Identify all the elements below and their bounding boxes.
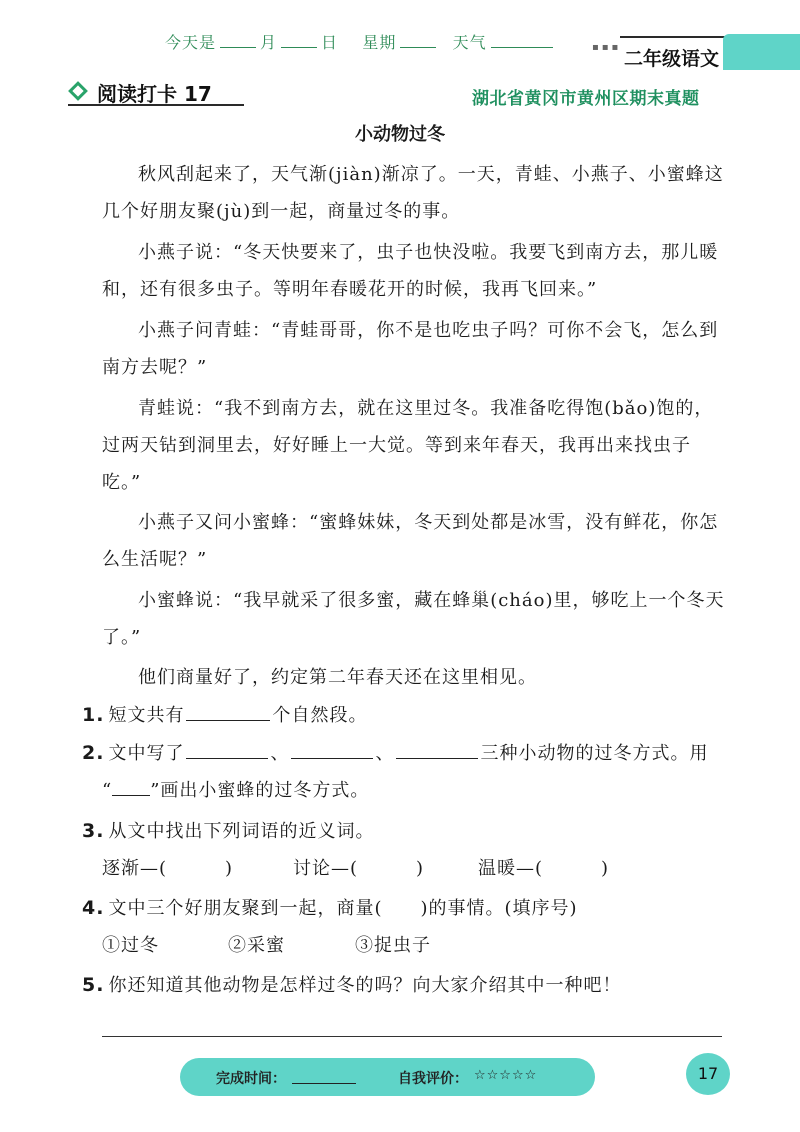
completion-time-label: 完成时间： — [216, 1071, 286, 1087]
grade-tab — [723, 34, 800, 70]
grade-label: 二年级语文 — [624, 48, 720, 70]
self-evaluation-label: 自我评价： — [398, 1071, 468, 1087]
q1-answer-blank[interactable] — [186, 703, 270, 721]
q2-open-quote: “ — [102, 780, 113, 801]
q2-suffix: 三种小动物的过冬方式。用 — [480, 743, 709, 764]
q1-suffix: 个自然段。 — [272, 705, 368, 726]
question-2 — [82, 738, 708, 769]
story-title: 小动物过冬 — [355, 124, 445, 145]
question-number: 1. — [82, 704, 105, 726]
weekday-blank[interactable] — [400, 34, 436, 48]
q4-suffix: )的事情。(填序号) — [420, 898, 578, 919]
q2-answer-blank-3[interactable] — [396, 741, 478, 759]
page-number: 17 — [697, 1064, 719, 1083]
q3-word-label: 逐渐—( — [102, 858, 168, 879]
q4-option[interactable]: ①过冬 — [102, 935, 159, 956]
q2-sep-2: 、 — [375, 743, 395, 764]
date-day-label: 日 — [321, 33, 339, 52]
story-paragraph: 他们商量好了，约定第二年春天还在这里相见。 — [138, 667, 537, 688]
question-number: 5. — [82, 974, 105, 996]
story-paragraph: 小燕子又问小蜜蜂：“蜜蜂妹妹，冬天到处都是冰雪，没有鲜花，你怎么生活呢？” — [102, 512, 719, 570]
q2-underline-sample — [112, 778, 150, 796]
date-today-label: 今天是 — [165, 33, 217, 52]
q3-word-label: 温暖—( — [478, 858, 544, 879]
question-number: 4. — [82, 897, 105, 919]
q3-close-paren: ) — [601, 858, 610, 879]
q5-answer-line[interactable] — [102, 1036, 722, 1037]
story-paragraph: 秋风刮起来了，天气渐(jiàn)渐凉了。一天，青蛙、小燕子、小蜜蜂这几个好朋友聚(jù)到一起，商量过冬的事。 — [102, 164, 724, 222]
q3-text: 从文中找出下列词语的近义词。 — [108, 821, 375, 842]
question-3 — [82, 816, 374, 847]
q4-option[interactable]: ③捉虫子 — [355, 935, 431, 956]
story-paragraph: 小蜜蜂说：“我早就采了很多蜜，藏在蜂巢(cháo)里，够吃上一个冬天了。” — [102, 590, 725, 648]
question-2-line-2 — [102, 776, 369, 806]
q4-option[interactable]: ②采蜜 — [228, 935, 285, 956]
question-number: 2. — [82, 742, 105, 764]
rating-stars[interactable]: ☆☆☆☆☆ — [474, 1068, 538, 1083]
q2-prefix: 文中写了 — [108, 743, 185, 764]
dots-decoration: ▪▪▪ — [592, 42, 622, 53]
q4-prefix: 文中三个好朋友聚到一起，商量( — [108, 898, 383, 919]
q3-word-1[interactable] — [102, 854, 233, 884]
story-paragraph: 青蛙说：“我不到南方去，就在这里过冬。我准备吃得饱(bǎo)饱的，过两天钻到洞里去，好好睡上一大觉。等到来年春天，我再出来找虫子吃。” — [102, 398, 714, 493]
date-line — [165, 30, 557, 53]
card-title: 阅读打卡 17 — [97, 82, 212, 106]
weather-blank[interactable] — [491, 34, 553, 48]
q3-close-paren: ) — [225, 858, 234, 879]
date-weekday-label: 星期 — [362, 33, 397, 52]
q2-answer-blank-1[interactable] — [186, 741, 268, 759]
q3-close-paren: ) — [416, 858, 425, 879]
q2-line-2-text: ”画出小蜜蜂的过冬方式。 — [150, 780, 370, 801]
completion-time-blank[interactable] — [292, 1083, 356, 1084]
month-blank[interactable] — [220, 34, 256, 48]
story-paragraph: 小燕子说：“冬天快要来了，虫子也快没啦。我要飞到南方去，那儿暖和，还有很多虫子。等明年春暖花开的时候，我再飞回来。” — [102, 242, 719, 300]
q3-word-2[interactable] — [293, 854, 424, 884]
q2-answer-blank-2[interactable] — [291, 741, 373, 759]
day-blank[interactable] — [281, 34, 317, 48]
q5-text: 你还知道其他动物是怎样过冬的吗？向大家介绍其中一种吧！ — [108, 975, 622, 996]
source-label: 湖北省黄冈市黄州区期末真题 — [472, 89, 700, 109]
question-4 — [82, 893, 578, 924]
q2-sep-1: 、 — [270, 743, 290, 764]
question-5 — [82, 970, 621, 1001]
q3-word-3[interactable] — [478, 854, 609, 884]
question-1 — [82, 700, 367, 731]
date-month-label: 月 — [260, 33, 278, 52]
story-paragraph: 小燕子问青蛙：“青蛙哥哥，你不是也吃虫子吗？可你不会飞，怎么到南方去呢？” — [102, 320, 719, 378]
question-number: 3. — [82, 820, 105, 842]
date-weather-label: 天气 — [452, 33, 487, 52]
q3-word-label: 讨论—( — [293, 858, 359, 879]
q1-prefix: 短文共有 — [108, 705, 185, 726]
